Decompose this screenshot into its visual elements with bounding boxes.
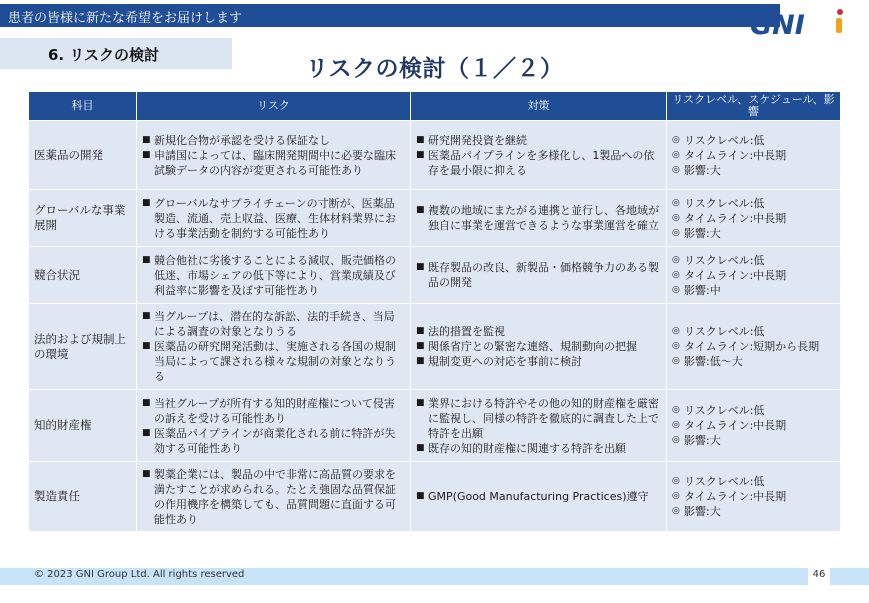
risk-item: ■ 申請国によっては、臨床開発期間中に必要な臨床試験データの内容が変更される可能性あり — [142, 148, 405, 178]
measure-item: ■ 規制変更への対応を事前に検討 — [416, 354, 661, 369]
risk-item: ■ 新規化合物が承認を受ける保証なし — [142, 133, 405, 148]
header-subject: 科目 — [29, 92, 137, 121]
row-subject: グローバルな事業展開 — [29, 190, 137, 247]
measure-item: ■ 既存の知的財産権に関連する特許を出願 — [416, 441, 661, 456]
row-measures — [411, 462, 667, 532]
risk-item: ■ 製薬企業には、製品の中で非常に高品質の要求を満たすことが求められる。たとえ強固な品質保証の作用機序を構築しても、品質問題に直面する可能性あり — [142, 467, 405, 527]
copyright: © 2023 GNI Group Ltd. All rights reserved — [34, 569, 245, 580]
row-subject: 知的財産権 — [29, 390, 137, 462]
measure-item: ■ 法的措置を監視 — [416, 324, 661, 339]
row-risks — [137, 190, 411, 247]
level-item: ◎ 影響:大 — [672, 504, 835, 519]
logo-bar-orange — [836, 18, 842, 33]
risk-item: ■ 当社グループが所有する知的財産権について侵害の訴えを受ける可能性あり — [142, 396, 405, 426]
tagline-banner — [0, 4, 780, 27]
measure-item: ■ 複数の地域にまたがる連携と並行し、各地域が独自に事業を運営できるような事業運営を確立 — [416, 203, 661, 233]
header-measures: 対策 — [411, 92, 667, 121]
measure-item: ■ 関係省庁との緊密な連絡、規制動向の把握 — [416, 339, 661, 354]
row-risks — [137, 390, 411, 462]
measure-item: ■ GMP(Good Manufacturing Practices)遵守 — [416, 489, 661, 504]
risk-item: ■ 当グループは、潜在的な訴訟、法的手続き、当局による調査の対象となりうる — [142, 309, 405, 339]
row-subject: 製造責任 — [29, 462, 137, 532]
row-risks — [137, 121, 411, 190]
level-item: ◎ 影響:大 — [672, 163, 835, 178]
row-measures — [411, 247, 667, 304]
level-item: ◎ タイムライン:中長期 — [672, 211, 835, 226]
header-risk: リスク — [137, 92, 411, 121]
row-measures — [411, 190, 667, 247]
level-item: ◎ リスクレベル:低 — [672, 403, 835, 418]
level-item: ◎ リスクレベル:低 — [672, 133, 835, 148]
risk-item: ■ 医薬品パイプラインが商業化される前に特許が失効する可能性あり — [142, 426, 405, 456]
row-levels — [667, 247, 841, 304]
risk-item: ■ 医薬品の研究開発活動は、実施される各国の規制当局によって課される様々な規制の対象となりうる — [142, 339, 405, 384]
table-row — [29, 247, 841, 304]
row-risks — [137, 304, 411, 390]
table-row — [29, 462, 841, 532]
row-levels — [667, 190, 841, 247]
row-levels — [667, 304, 841, 390]
measure-item: ■ 研究開発投資を継続 — [416, 133, 661, 148]
row-measures — [411, 390, 667, 462]
table-row — [29, 190, 841, 247]
level-item: ◎ タイムライン:中長期 — [672, 489, 835, 504]
row-subject: 医薬品の開発 — [29, 121, 137, 190]
section-title: 6. リスクの検討 — [48, 46, 160, 64]
tagline: 患者の皆様に新たな希望をお届けします — [8, 11, 243, 26]
level-item: ◎ 影響:中 — [672, 283, 835, 298]
slide-title: リスクの検討（１／２） — [305, 56, 564, 82]
level-item: ◎ リスクレベル:低 — [672, 474, 835, 489]
level-item: ◎ リスクレベル:低 — [672, 196, 835, 211]
logo-dot-red — [837, 9, 843, 15]
level-item: ◎ タイムライン:中長期 — [672, 148, 835, 163]
row-levels — [667, 462, 841, 532]
level-item: ◎ タイムライン:中長期 — [672, 418, 835, 433]
level-item: ◎ リスクレベル:低 — [672, 253, 835, 268]
level-item: ◎ リスクレベル:低 — [672, 324, 835, 339]
table-row — [29, 304, 841, 390]
level-item: ◎ 影響:低～大 — [672, 354, 835, 369]
row-levels — [667, 121, 841, 190]
level-item: ◎ 影響:大 — [672, 433, 835, 448]
row-subject: 競合状況 — [29, 247, 137, 304]
row-levels — [667, 390, 841, 462]
level-item: ◎ タイムライン:中長期 — [672, 268, 835, 283]
row-subject: 法的および規制上の環境 — [29, 304, 137, 390]
risk-table — [28, 91, 841, 532]
table-row — [29, 121, 841, 190]
logo-text: GNI — [750, 10, 805, 41]
row-measures — [411, 121, 667, 190]
row-risks — [137, 247, 411, 304]
measure-item: ■ 業界における特許やその他の知的財産権を厳密に監視し、同様の特許を徹底的に調査した上で特許を出願 — [416, 396, 661, 441]
gni-logo — [748, 7, 860, 41]
level-item: ◎ タイムライン:短期から長期 — [672, 339, 835, 354]
level-item: ◎ 影響:大 — [672, 226, 835, 241]
table-row — [29, 390, 841, 462]
page-number: 46 — [812, 569, 826, 580]
risk-item: ■ 競合他社に劣後することによる減収、販売価格の低迷、市場シェアの低下等により、営業成績及び利益率に影響を及ぼす可能性あり — [142, 253, 405, 298]
row-risks — [137, 462, 411, 532]
table-header-row — [29, 92, 841, 121]
measure-item: ■ 既存製品の改良、新製品・価格競争力のある製品の開発 — [416, 260, 661, 290]
risk-item: ■ グローバルなサプライチェーンの寸断が、医薬品製造、流通、売上収益、医療、生体材料業界における事業活動を制約する可能性あり — [142, 196, 405, 241]
header-level: リスクレベル、スケジュール、影響 — [667, 92, 841, 121]
measure-item: ■ 医薬品パイプラインを多様化し、1製品への依存を最小限に抑える — [416, 148, 661, 178]
row-measures — [411, 304, 667, 390]
